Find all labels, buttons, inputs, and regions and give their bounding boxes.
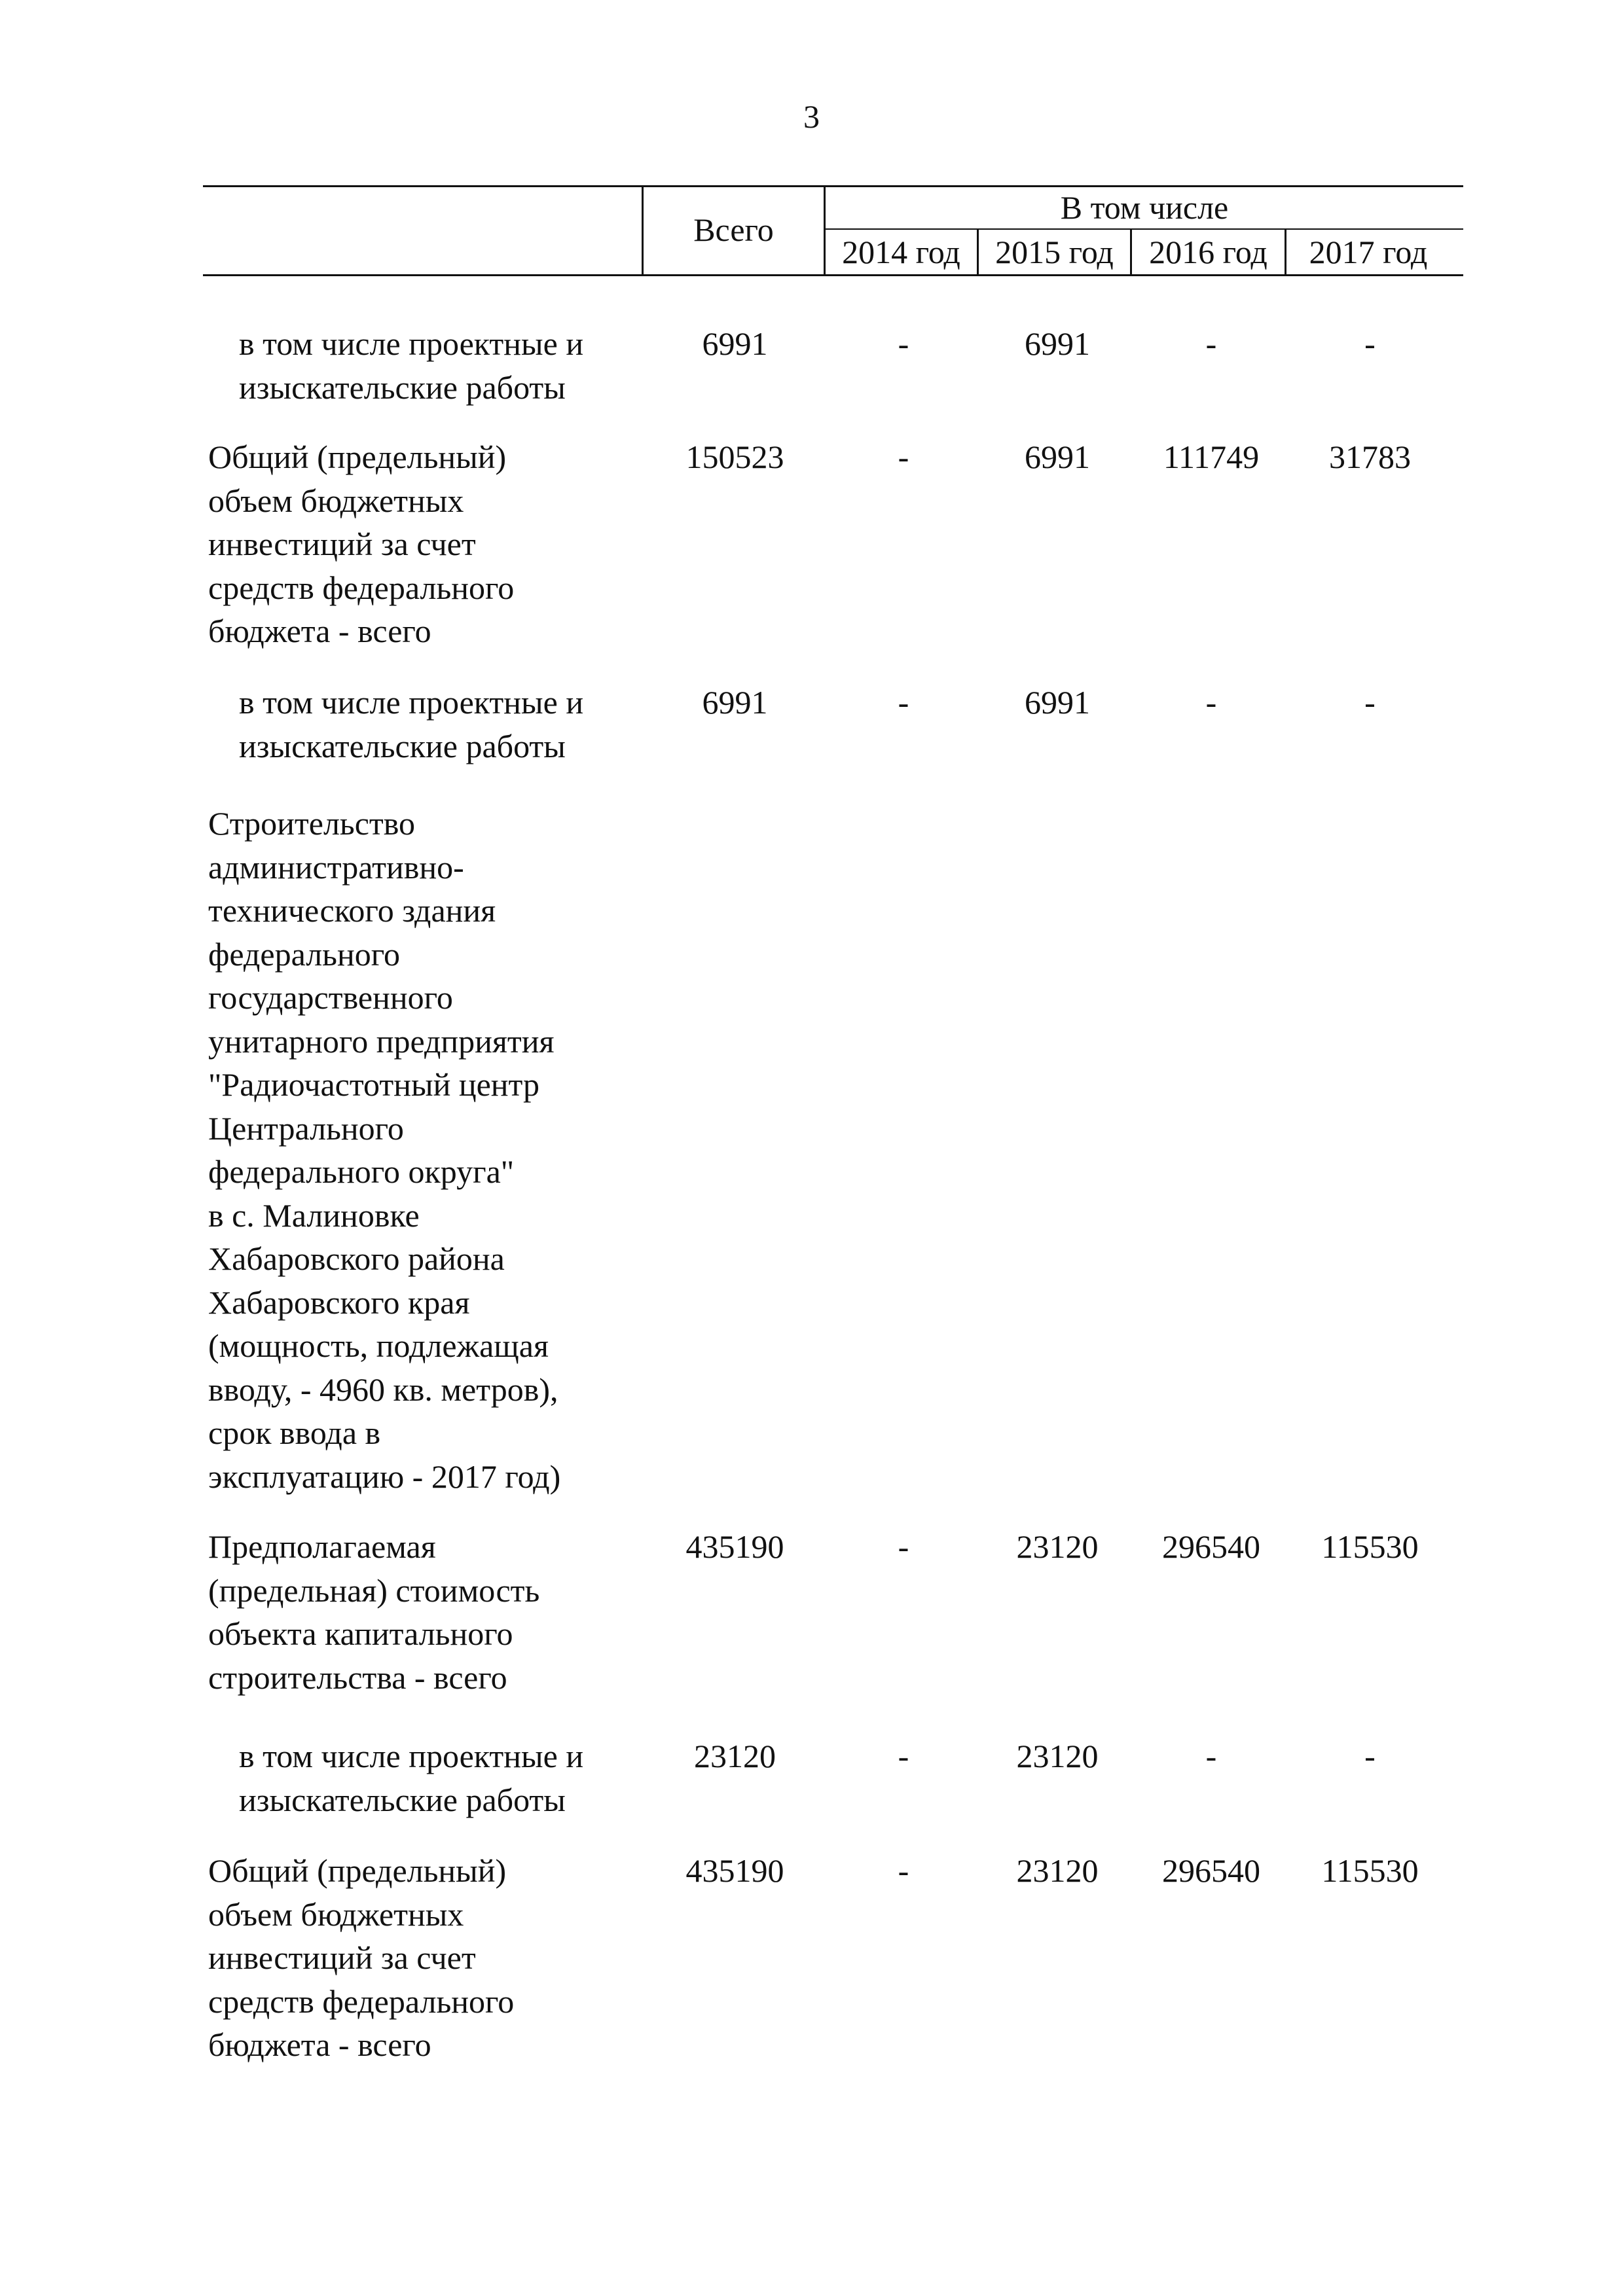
cell-total: 435190 [685, 1528, 784, 1565]
cell-2017: 31783 [1329, 439, 1411, 475]
cell-total: 6991 [702, 325, 768, 362]
cell-2015: 23120 [1016, 1528, 1099, 1565]
row-label: Строительство административно- технического здания федерального государственного унитарного предприятия "Радиочастотный центр Центрального федерального округа" в с. Малиновке Хабаровского района Хабаровского края (мощность, подлежащая вводу, - 4960 кв. метров), срок ввода в эксплуатацию - 2017 год) [208, 805, 561, 1495]
cell-2014: - [898, 1852, 909, 1889]
cell-2016: 111749 [1163, 439, 1260, 475]
cell-2014: - [898, 684, 909, 721]
cell-2017: - [1364, 325, 1376, 362]
cell-2015: 6991 [1025, 684, 1090, 721]
row-label: в том числе проектные и изыскательские работы [239, 325, 584, 406]
cell-2017: 115530 [1321, 1852, 1419, 1889]
row-label: Предполагаемая (предельная) стоимость объекта капитального строительства - всего [208, 1528, 540, 1696]
page-number: 3 [803, 98, 820, 135]
cell-2016: - [1205, 325, 1217, 362]
cell-total: 23120 [694, 1738, 776, 1774]
cell-2014: - [898, 1528, 909, 1565]
header-year-2014: 2014 год [842, 234, 960, 270]
cell-2016: - [1205, 684, 1217, 721]
cell-2017: - [1364, 1738, 1376, 1774]
cell-2015: 23120 [1016, 1738, 1099, 1774]
header-year-2015: 2015 год [995, 234, 1114, 270]
row-label: в том числе проектные и изыскательские работы [239, 1738, 584, 1818]
cell-2014: - [898, 439, 909, 475]
row-label: Общий (предельный) объем бюджетных инвестиций за счет средств федерального бюджета - всего [208, 1852, 515, 2063]
header-total: Всего [693, 211, 774, 248]
header-year-2016: 2016 год [1149, 234, 1267, 270]
cell-total: 150523 [685, 439, 784, 475]
cell-2015: 23120 [1016, 1852, 1099, 1889]
cell-2015: 6991 [1025, 439, 1090, 475]
cell-2014: - [898, 1738, 909, 1774]
cell-2016: 296540 [1162, 1852, 1260, 1889]
cell-2017: 115530 [1321, 1528, 1419, 1565]
cell-2017: - [1364, 684, 1376, 721]
row-label: в том числе проектные и изыскательские работы [239, 684, 584, 764]
cell-2014: - [898, 325, 909, 362]
cell-total: 6991 [702, 684, 768, 721]
cell-2015: 6991 [1025, 325, 1090, 362]
cell-total: 435190 [685, 1852, 784, 1889]
header-group: В том числе [1060, 189, 1229, 226]
row-label: Общий (предельный) объем бюджетных инвестиций за счет средств федерального бюджета - всего [208, 439, 515, 649]
cell-2016: - [1205, 1738, 1217, 1774]
cell-2016: 296540 [1162, 1528, 1260, 1565]
header-year-2017: 2017 год [1309, 234, 1428, 270]
